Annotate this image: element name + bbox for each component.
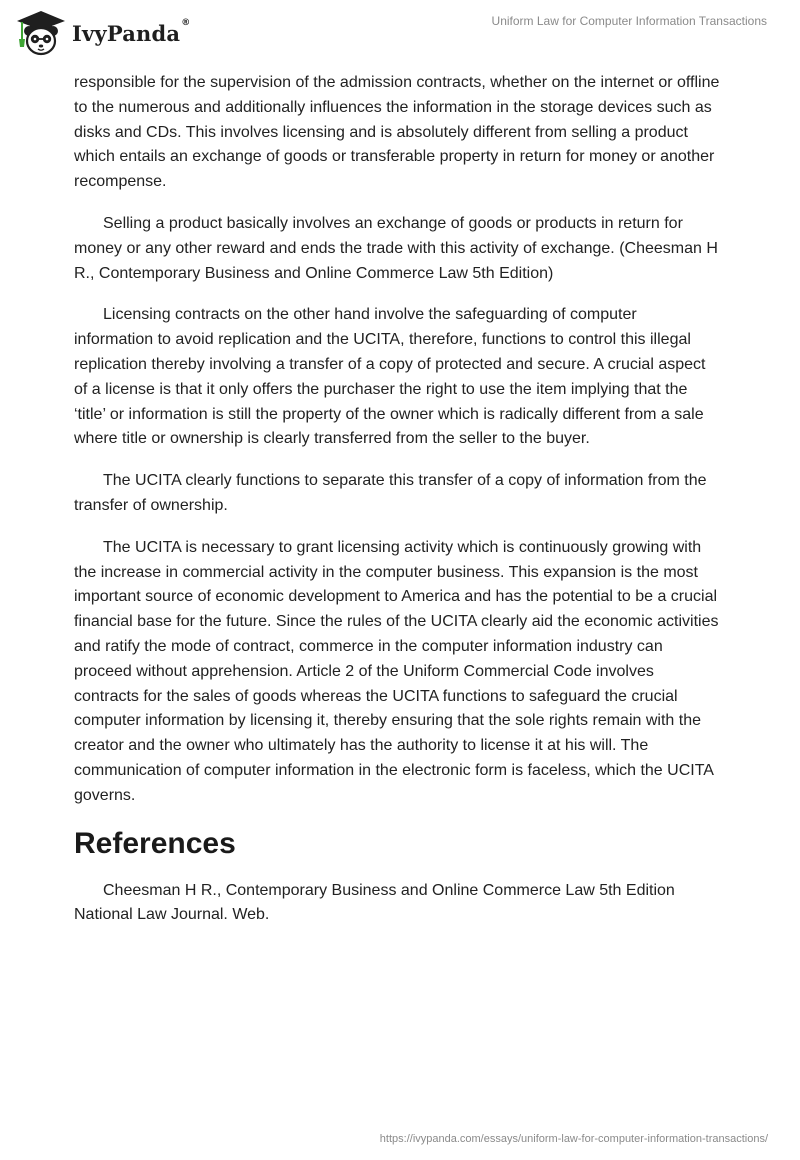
paragraph: The UCITA clearly functions to separate this transfer of a copy of information from the transfer of ownership. xyxy=(74,472,707,514)
paragraph: responsible for the supervision of the admission contracts, whether on the internet or offline to the numerous and additionally influences the information in the storage devices such as disks and CDs. This involves licensing and is absolutely different from selling a product which entails an exchange of goods or transferable property in return for money or another recompense. xyxy=(74,74,720,191)
panda-graduate-icon xyxy=(14,9,68,57)
page-header xyxy=(0,0,800,64)
paragraph: The UCITA is necessary to grant licensing activity which is continuously growing with the increase in commercial activity in the computer business. This expansion is the most important source of economic development to America and has the potential to be a crucial financial base for the future. Since the rules of the UCITA clearly aid the economic activities and ratify the mode of contract, commerce in the computer information industry can proceed without apprehension. Article 2 of the Uniform Commercial Code involves contracts for the sales of goods whereas the UCITA functions to safeguard the crucial computer information by licensing it, thereby ensuring that the sole rights remain with the creator and the owner who ultimately has the authority to license it at his will. The communication of computer information in the electronic form is faceless, which the UCITA governs. xyxy=(74,538,719,804)
document-title: Uniform Law for Computer Information Transactions xyxy=(491,14,767,28)
brand-logo[interactable] xyxy=(14,9,190,57)
paragraph: Licensing contracts on the other hand involve the safeguarding of computer information to avoid replication and the UCITA, therefore, functions to control this illegal replication thereby involving a transfer of a copy of protected and secure. A crucial aspect of a license is that it only offers the purchaser the right to use the item implying that the ‘title’ or information is still the property of the owner which is radically different from a sale where title or ownership is clearly transferred from the seller to the buyer. xyxy=(74,306,706,448)
paragraph: Selling a product basically involves an exchange of goods or products in return for money or any other reward and ends the trade with this activity of exchange. (Cheesman H R., Contemporary Business and Online Commerce Law 5th Edition) xyxy=(74,214,718,282)
essay-body xyxy=(74,71,720,945)
registered-mark: ® xyxy=(181,17,191,28)
source-url[interactable]: https://ivypanda.com/essays/uniform-law-for-computer-information-transactions/ xyxy=(379,1133,768,1145)
brand-name: IvyPanda® xyxy=(72,17,191,46)
reference-entry: Cheesman H R., Contemporary Business and Online Commerce Law 5th Edition National Law Journal. Web. xyxy=(74,881,675,924)
references-heading: References xyxy=(74,826,236,860)
